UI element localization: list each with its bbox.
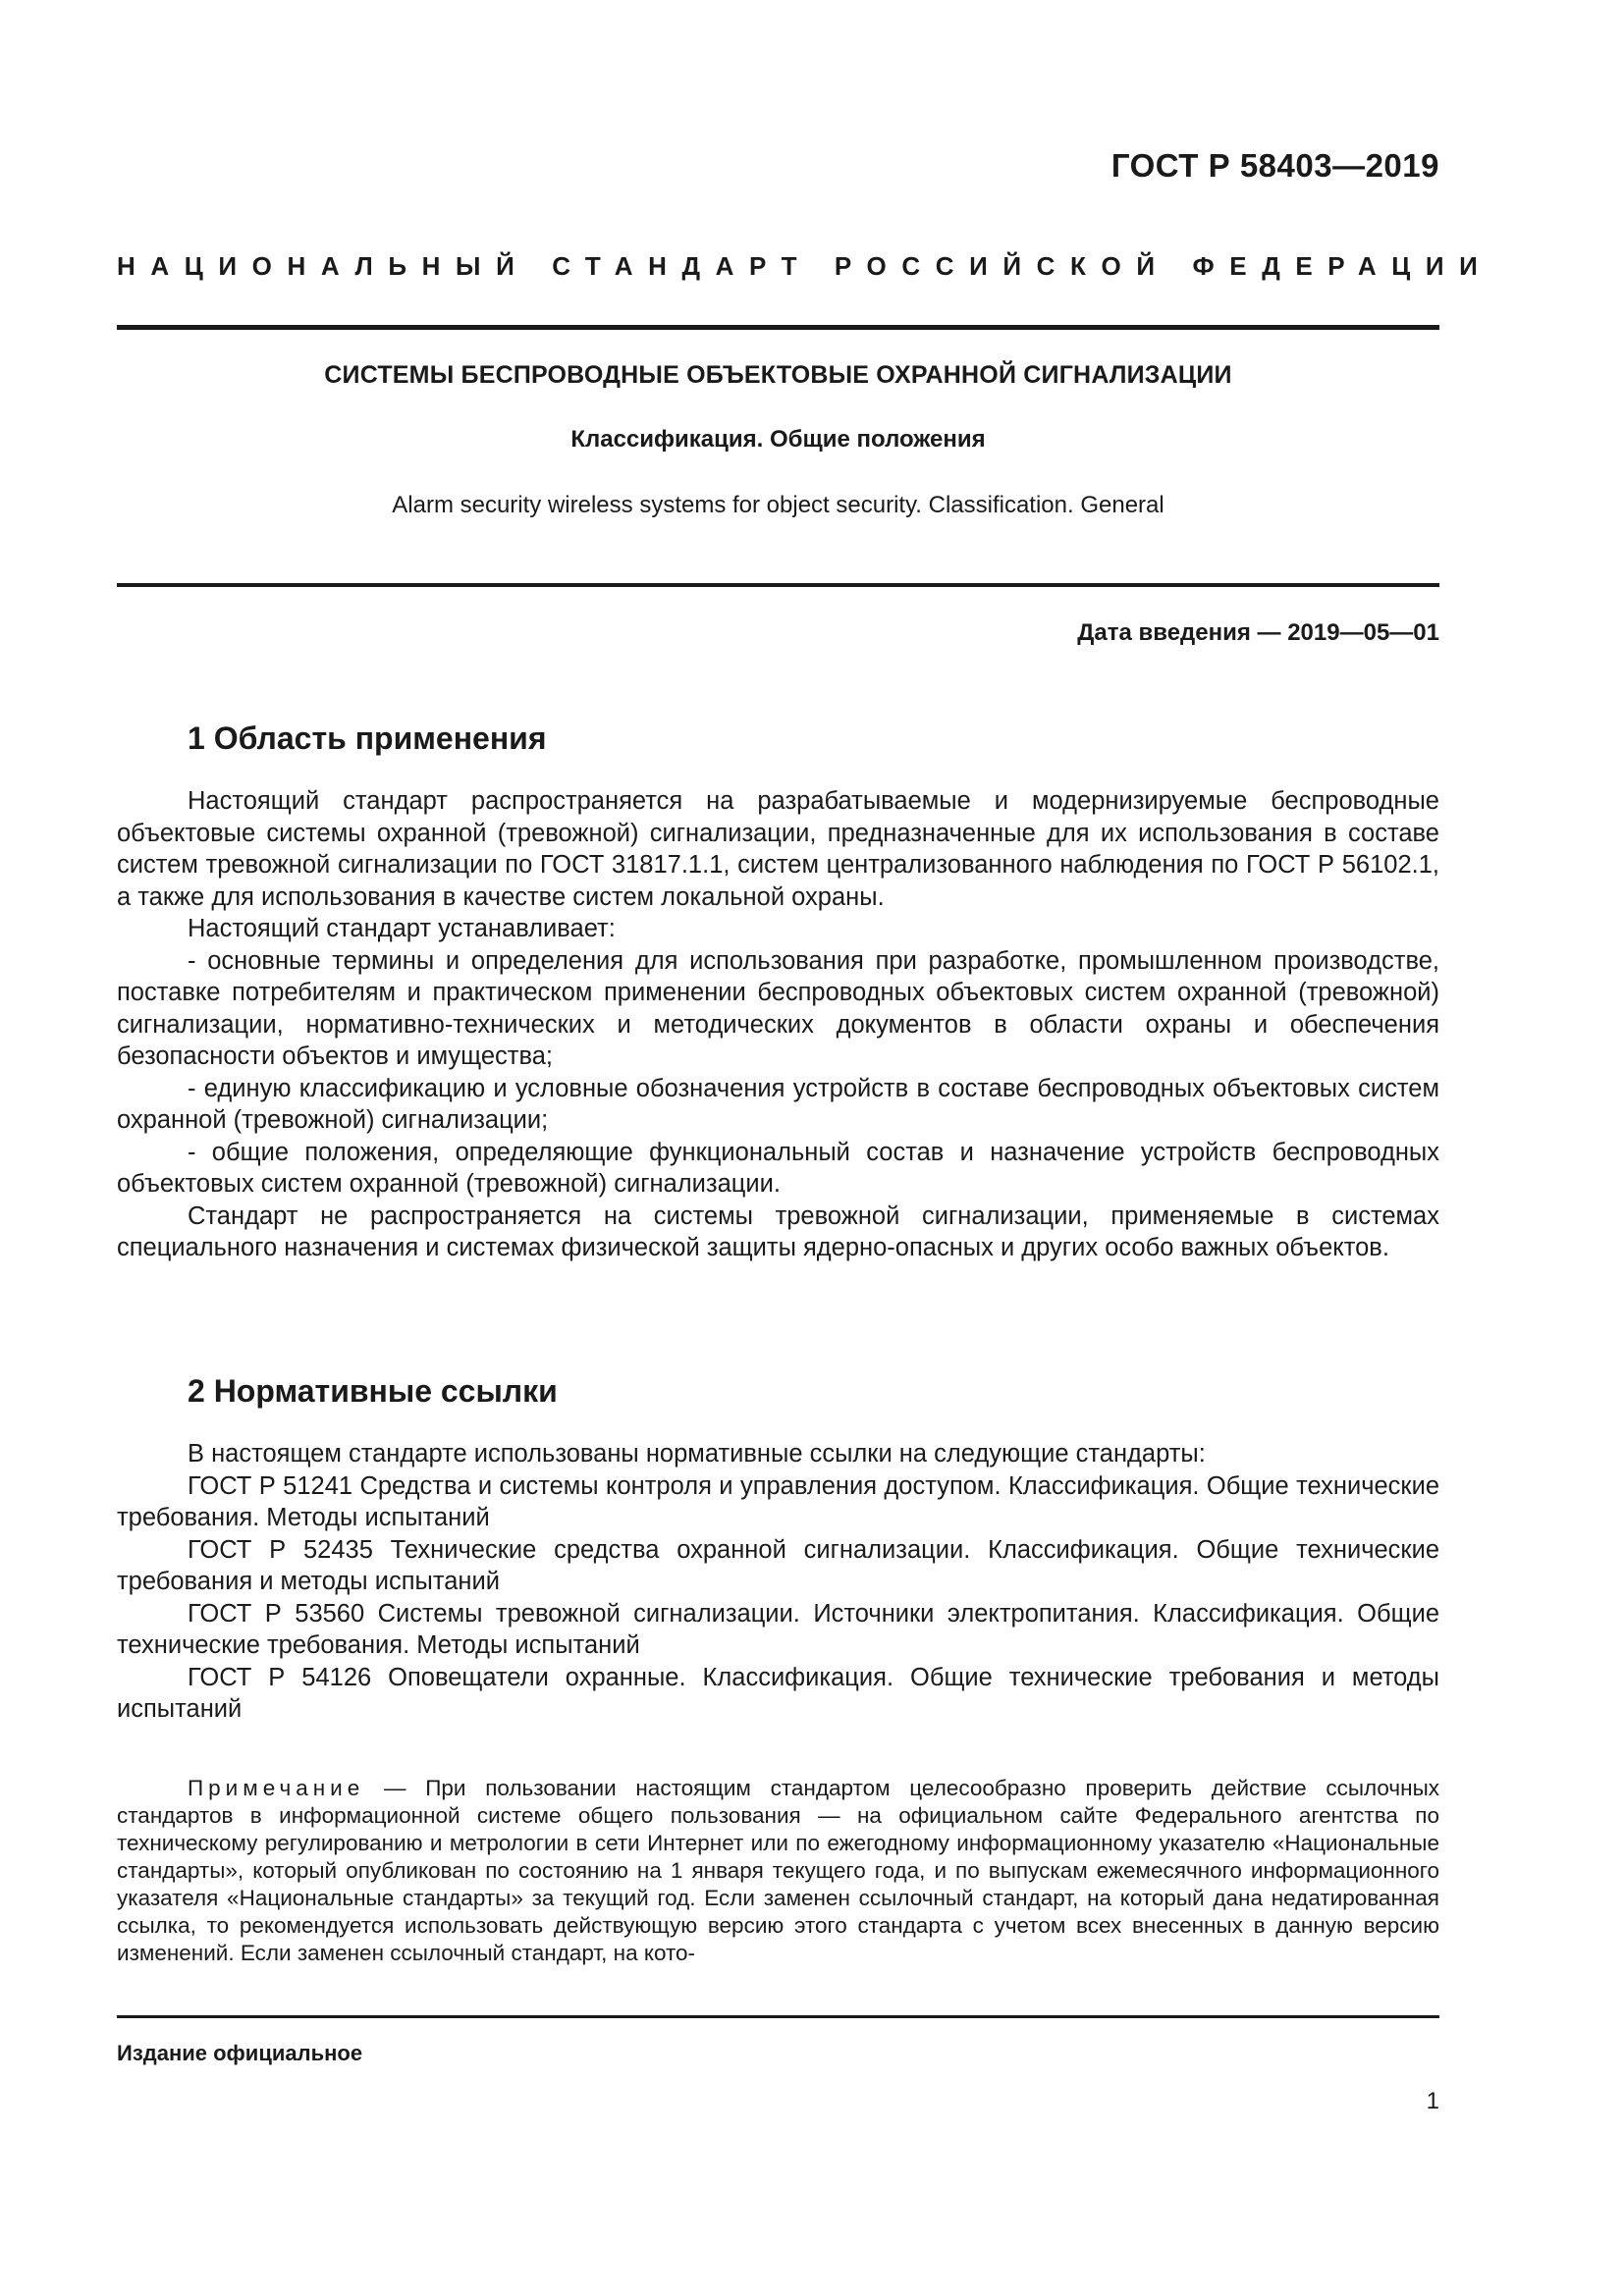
paragraph: Стандарт не распространяется на системы тревожной сигнализации, применяемые в системах специального назначения и системах физической защиты ядерно-опасных и других особо важных объектов. xyxy=(117,1201,1439,1261)
note-label: Примечание xyxy=(188,1776,365,1800)
section-1-heading: 1 Область применения xyxy=(188,721,547,756)
reference-item: ГОСТ Р 53560 Системы тревожной сигнализации. Источники электропитания. Классификация. Общие технические требования. Методы испытаний xyxy=(117,1599,1439,1659)
reference-item: ГОСТ Р 52435 Технические средства охранной сигнализации. Классификация. Общие технические требования и методы испытаний xyxy=(117,1535,1439,1595)
page-number: 1 xyxy=(1426,2088,1439,2114)
section-1-body xyxy=(117,785,1439,1264)
note xyxy=(117,1775,1439,1967)
section-2-heading: 2 Нормативные ссылки xyxy=(188,1373,558,1409)
national-standard-banner: НАЦИОНАЛЬНЫЙ СТАНДАРТ РОССИЙСКОЙ ФЕДЕРАЦИИ xyxy=(117,251,1493,281)
paragraph: Настоящий стандарт устанавливает: xyxy=(188,915,616,942)
introduction-date: Дата введения — 2019—05—01 xyxy=(1077,619,1439,646)
document-subtitle: Классификация. Общие положения xyxy=(570,426,986,453)
paragraph: - общие положения, определяющие функциональный состав и назначение устройств беспроводных объектовых систем охранной (тревожной) сигнализации. xyxy=(117,1138,1439,1198)
document-title: СИСТЕМЫ БЕСПРОВОДНЫЕ ОБЪЕКТОВЫЕ ОХРАННОЙ СИГНАЛИЗАЦИИ xyxy=(324,361,1232,389)
section-2-body xyxy=(117,1438,1439,1726)
paragraph: - единую классификацию и условные обозначения устройств в составе беспроводных объектовых систем охранной (тревожной) сигнализации; xyxy=(117,1074,1439,1134)
reference-item: ГОСТ Р 54126 Оповещатели охранные. Классификация. Общие технические требования и методы испытаний xyxy=(117,1663,1439,1723)
reference-item: ГОСТ Р 51241 Средства и системы контроля и управления доступом. Классификация. Общие технические требования. Методы испытаний xyxy=(117,1471,1439,1531)
official-edition-label: Издание официальное xyxy=(117,2041,363,2065)
title-divider xyxy=(117,583,1439,587)
document-english-title: Alarm security wireless systems for object security. Classification. General xyxy=(392,492,1164,518)
footer-divider xyxy=(117,2015,1439,2018)
note-text: — При пользовании настоящим стандартом целесообразно проверить действие ссылочных стандартов в информационной системе общего пользования — на официальном сайте Федерального агентства по техническому регулированию и метрологии в сети Интернет или по ежегодному информационному указателю «Национальные стандарты», который опубликован по состоянию на 1 января текущего года, и по выпускам ежемесячного информационного указателя «Национальные стандарты» за текущий год. Если заменен ссылочный стандарт, на который дана недатированная ссылка, то рекомендуется использовать действующую версию этого стандарта с учетом всех внесенных в данную версию изменений. Если заменен ссылочный стандарт, на кото- xyxy=(117,1776,1439,1965)
paragraph: В настоящем стандарте использованы нормативные ссылки на следующие стандарты: xyxy=(188,1440,1206,1468)
paragraph: - основные термины и определения для использования при разработке, промышленном производстве, поставке потребителям и практическом применении беспроводных объектовых систем охранной (тревожной) сигнализации, нормативно-технических и методических документов в области охраны и обеспечения безопасности объектов и имущества; xyxy=(117,946,1439,1070)
paragraph: Настоящий стандарт распространяется на разрабатываемые и модернизируемые беспроводные объектовые системы охранной (тревожной) сигнализации, предназначенные для их использования в составе систем тревожной сигнализации по ГОСТ 31817.1.1, систем централизованного наблюдения по ГОСТ Р 56102.1, а также для использования в качестве систем локальной охраны. xyxy=(117,787,1439,911)
standard-number: ГОСТ Р 58403—2019 xyxy=(1110,147,1439,184)
header-divider xyxy=(117,325,1439,330)
